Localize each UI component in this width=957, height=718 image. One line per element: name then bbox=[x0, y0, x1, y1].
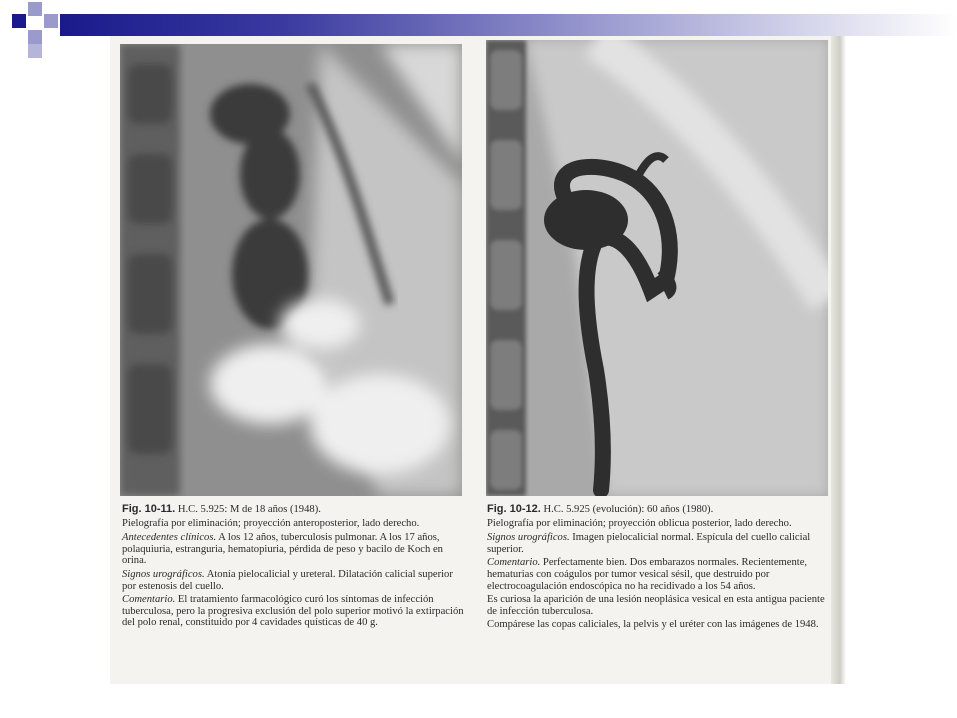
page-edge-shadow bbox=[831, 36, 846, 684]
caption-right-para-4: Compárese las copas caliciales, la pelvis y el uréter con las imágenes de 1948. bbox=[487, 619, 819, 631]
figure-label: Fig. 10-11. bbox=[122, 503, 176, 515]
caption-right-para-3: Es curiosa la aparición de una lesión neoplásica vesical en esta antigua paciente de infección tuberculosa. bbox=[487, 594, 825, 617]
xray-image-right bbox=[486, 40, 828, 496]
section-label: Signos urográficos. bbox=[122, 568, 205, 580]
caption-right-para-1 bbox=[487, 532, 829, 555]
section-label: Comentario. bbox=[122, 594, 176, 606]
caption-left bbox=[122, 504, 464, 631]
deco-square-lavender-4 bbox=[28, 44, 42, 58]
caption-left-para-3 bbox=[122, 594, 464, 629]
case-header: H.C. 5.925: M de 18 años (1948). bbox=[177, 504, 321, 515]
section-text: El tratamiento farmacológico curó los síntomas de infección tuberculosa, pero la progresiva exclusión del polo superior motivó la extirpación del polo renal, constituido por 4 cavidades quísticas de 40 g. bbox=[122, 594, 464, 629]
title-gradient-bar bbox=[60, 14, 957, 36]
section-label: Comentario. bbox=[487, 557, 541, 569]
section-text: Perfectamente bien. Dos embarazos normales. Recientemente, hematurias con coágulos por tumor vesical sésil, que destruido por electrocoagulación endoscópica no ha recidivado a los 54 años. bbox=[487, 557, 808, 592]
figure-label: Fig. 10-12. bbox=[487, 503, 541, 515]
caption-left-header bbox=[122, 504, 464, 516]
projection-text: Pielografía por eliminación; proyección oblicua posterior, lado derecho. bbox=[487, 517, 792, 529]
caption-right-para-2 bbox=[487, 557, 829, 592]
section-text: Imagen pielocalicial normal. Espícula del cuello calicial superior. bbox=[487, 532, 811, 555]
caption-left-para-1 bbox=[122, 532, 464, 567]
projection-text: Pielografía por eliminación; proyección anteroposterior, lado derecho. bbox=[122, 517, 420, 529]
section-text: A los 12 años, tuberculosis pulmonar. A los 17 años, polaquiuria, estranguria, hematopiuria, pérdida de peso y bacilo de Koch en orina. bbox=[122, 532, 443, 567]
section-label: Signos urográficos. bbox=[487, 532, 570, 544]
section-label: Antecedentes clínicos. bbox=[122, 532, 217, 544]
xray-image-left bbox=[120, 44, 462, 496]
case-header: H.C. 5.925 (evolución): 60 años (1980). bbox=[543, 504, 714, 515]
deco-square-lavender-3 bbox=[28, 30, 42, 44]
deco-square-navy bbox=[12, 14, 26, 28]
deco-square-lavender-2 bbox=[44, 14, 58, 28]
caption-left-para-2 bbox=[122, 569, 464, 592]
deco-square-lavender-1 bbox=[28, 2, 42, 16]
section-text: Atonía pielocalicial y ureteral. Dilatación calicial superior por estenosis del cuello. bbox=[122, 568, 453, 592]
caption-right bbox=[487, 504, 829, 633]
caption-right-header bbox=[487, 504, 829, 516]
